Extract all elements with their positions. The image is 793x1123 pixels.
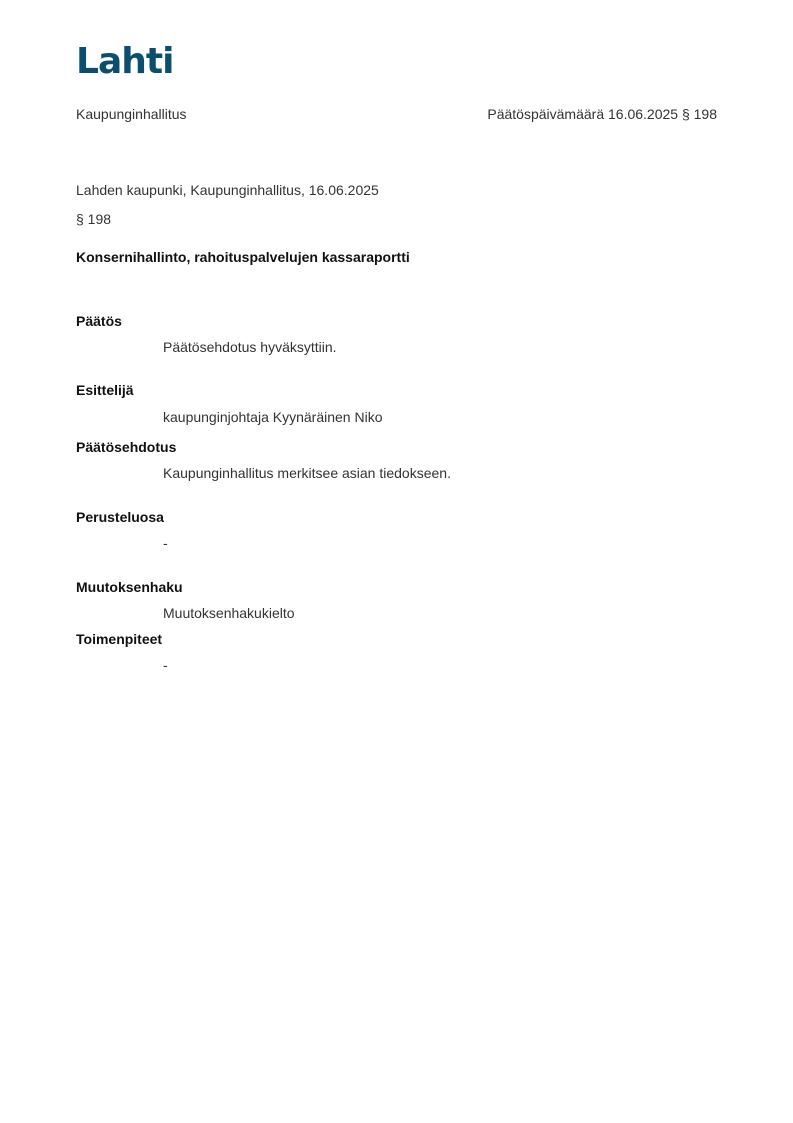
section-number: § 198 (76, 211, 112, 227)
section-body-paatosehdotus: Kaupunginhallitus merkitsee asian tiedokseen. (163, 465, 451, 481)
section-body-paatos: Päätösehdotus hyväksyttiin. (163, 339, 337, 355)
section-heading-perusteluosa: Perusteluosa (76, 509, 164, 525)
section-body-perusteluosa: - (163, 535, 168, 551)
meeting-info: Lahden kaupunki, Kaupunginhallitus, 16.06.2025 (76, 182, 379, 198)
lahti-logo: Lahti (76, 41, 174, 82)
section-heading-paatosehdotus: Päätösehdotus (76, 439, 177, 455)
section-heading-toimenpiteet: Toimenpiteet (76, 631, 163, 647)
section-body-toimenpiteet: - (163, 657, 168, 673)
section-heading-esittelija: Esittelijä (76, 382, 134, 398)
section-heading-muutoksenhaku: Muutoksenhaku (76, 579, 183, 595)
page-title: Konsernihallinto, rahoituspalvelujen kassaraportti (76, 249, 410, 265)
organ-name: Kaupunginhallitus (76, 106, 187, 122)
section-heading-paatos: Päätös (76, 313, 122, 329)
decision-date: Päätöspäivämäärä 16.06.2025 § 198 (487, 106, 717, 122)
section-body-muutoksenhaku: Muutoksenhakukielto (163, 605, 295, 621)
section-body-esittelija: kaupunginjohtaja Kyynäräinen Niko (163, 409, 383, 425)
